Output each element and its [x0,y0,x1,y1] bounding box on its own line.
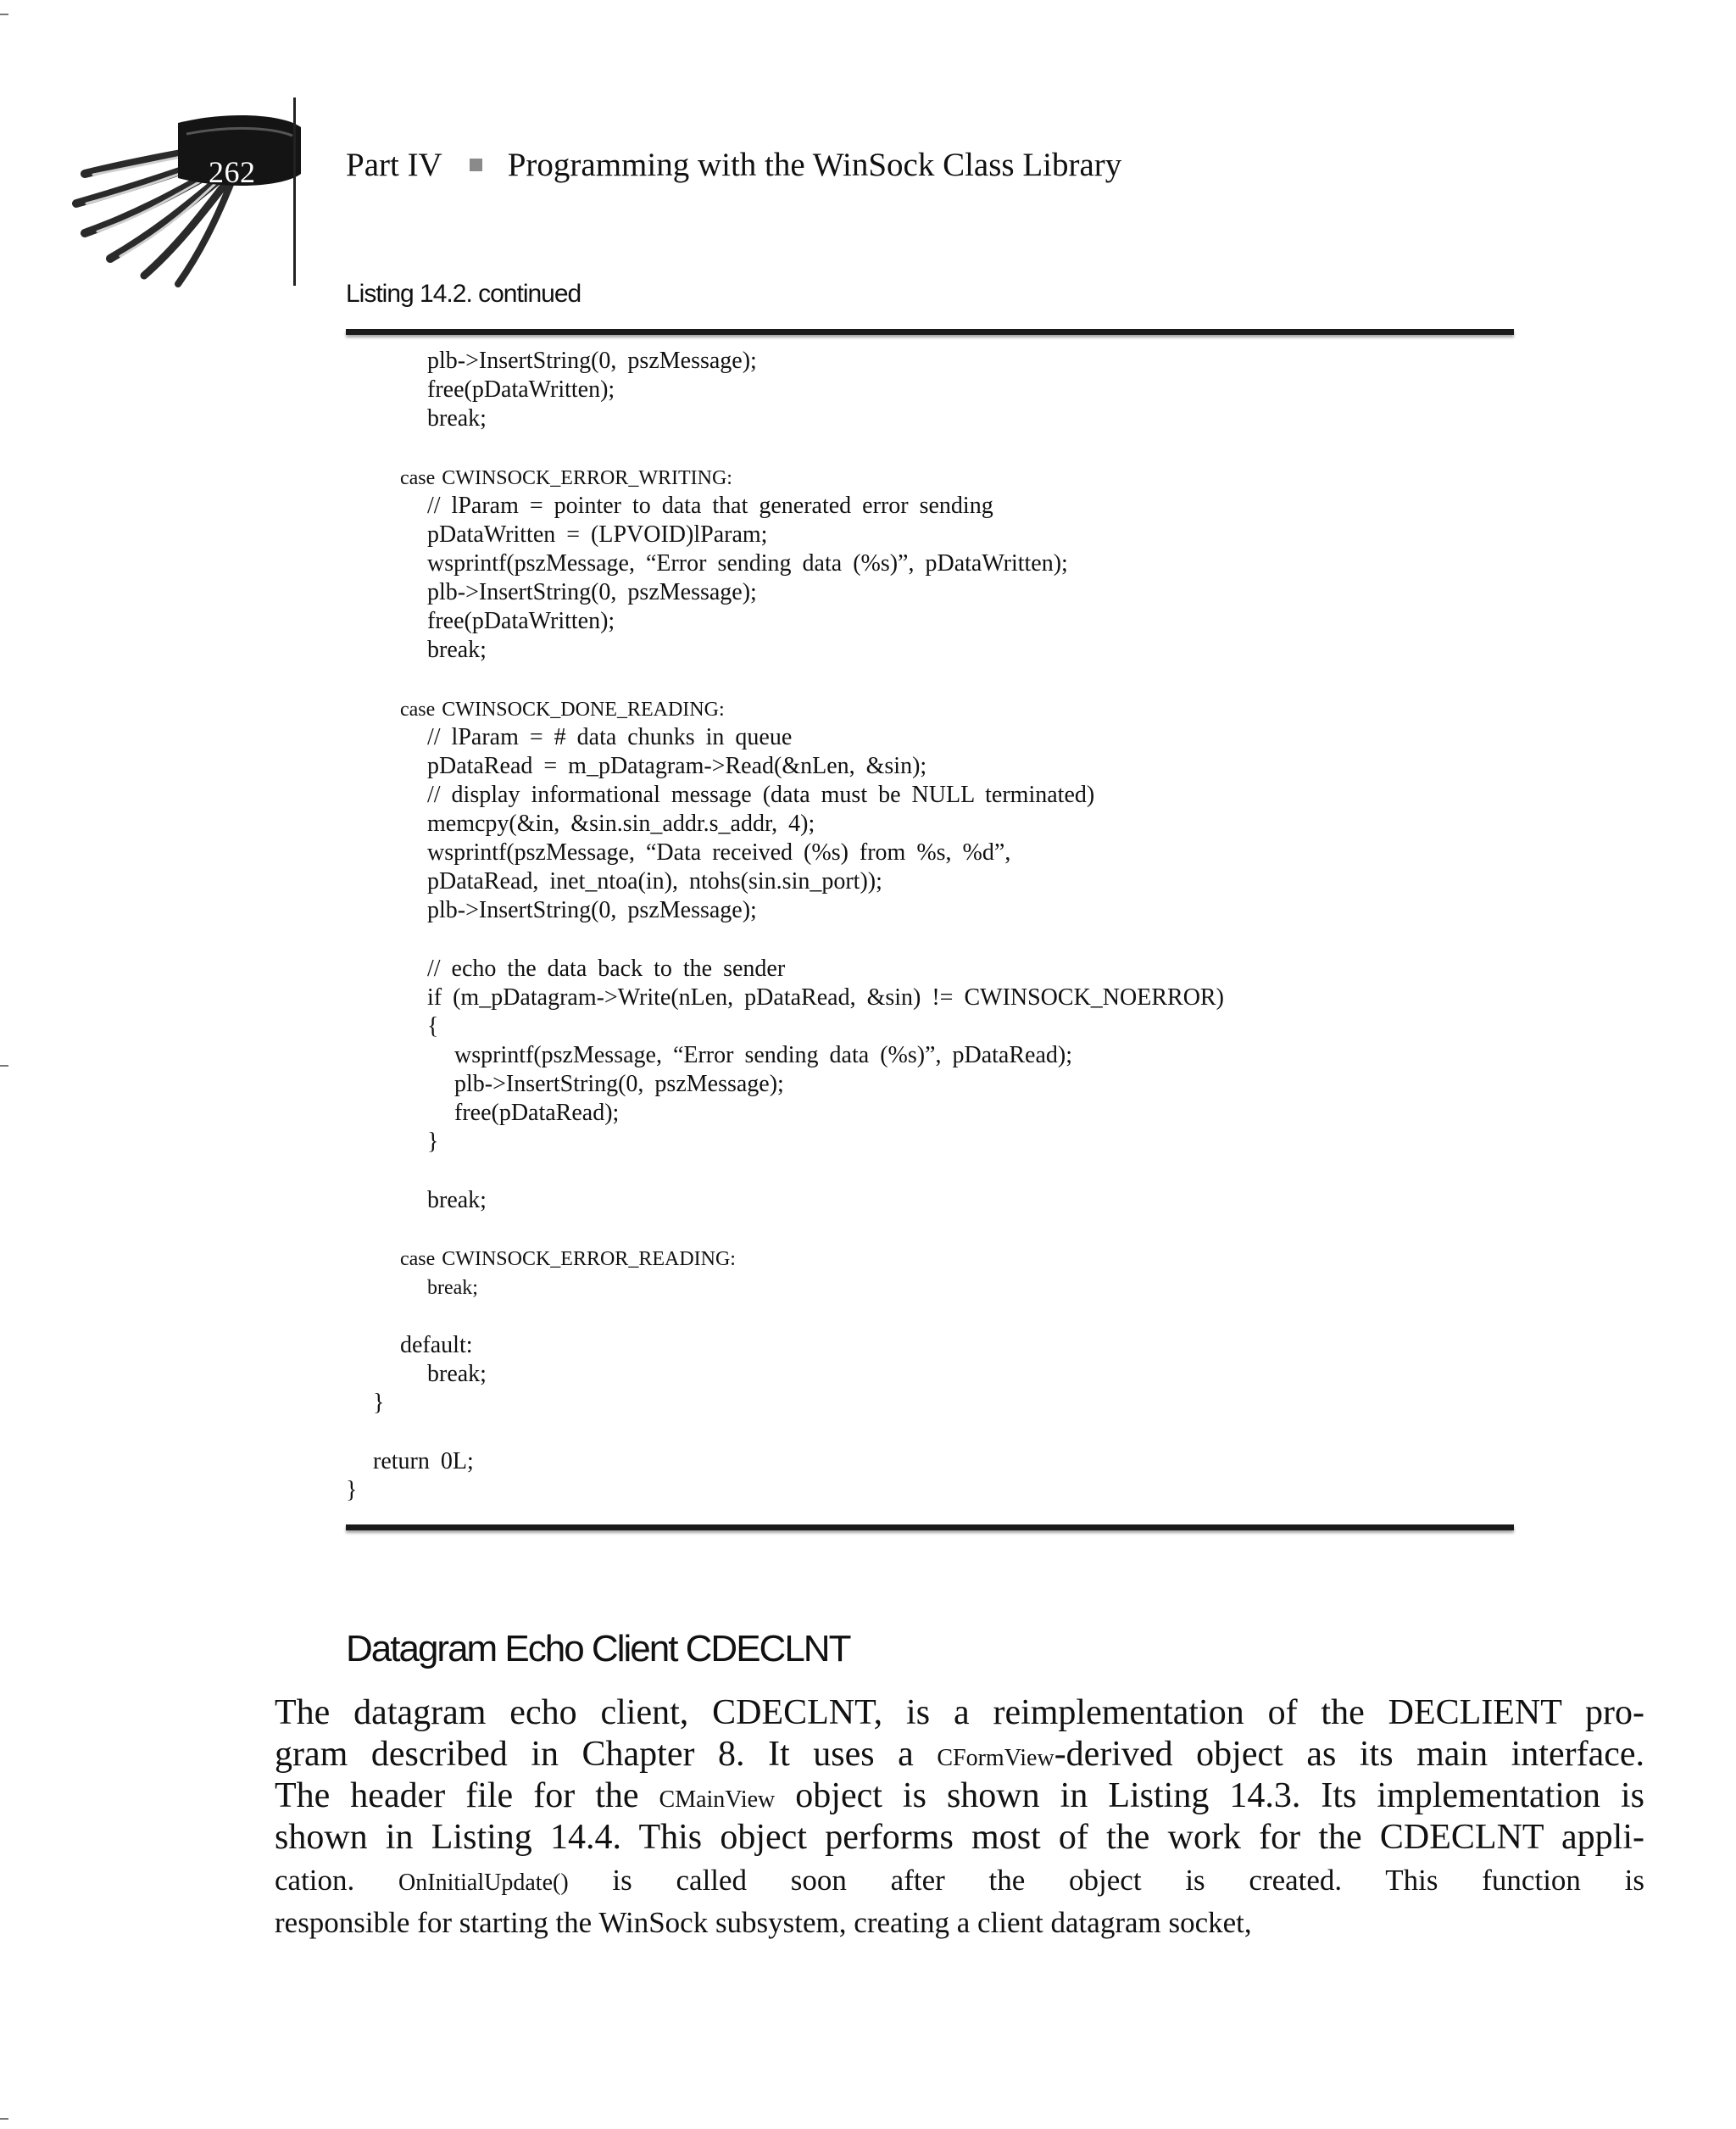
text-run: is called soon after the object is created. This function is [612,1864,1645,1897]
code-line: break; [427,405,487,432]
code-term: OnInitialUpdate() [398,1870,569,1896]
code-line: case CWINSOCK_ERROR_READING: [400,1248,736,1270]
paragraph-line [275,1859,1644,1904]
code-line: free(pDataWritten); [427,608,615,634]
listing-top-rule [346,329,1514,335]
code-term: CMainView [659,1786,776,1813]
paragraph-line [275,1733,1644,1780]
text-run: cation. [275,1864,355,1897]
code-line: plb->InsertString(0, pszMessage); [427,897,757,923]
part-label: Part IV [346,147,442,183]
code-line: // echo the data back to the sender [427,956,786,982]
code-line: // display informational message (data must be NULL terminated) [427,782,1095,808]
paragraph-line: responsible for starting the WinSock subsystem, creating a client datagram socket, [275,1906,1252,1939]
text-run: gram described in Chapter 8. It uses a [275,1735,914,1774]
code-line: wsprintf(pszMessage, “Error sending data (%s)”, pDataRead); [454,1042,1072,1068]
header-divider-line [293,98,296,286]
running-head [346,146,1121,184]
code-line: // lParam = # data chunks in queue [427,724,793,750]
code-line: { [427,1013,439,1039]
code-line: plb->InsertString(0, pszMessage); [427,579,757,605]
code-line: break; [427,637,487,663]
paragraph-line: The datagram echo client, CDECLNT, is a reimplementation of the DECLIENT pro- [275,1693,1644,1732]
code-line: pDataRead, inet_ntoa(in), ntohs(sin.sin_port)); [427,868,882,895]
square-bullet-icon [470,159,482,171]
code-line: memcpy(&in, &sin.sin_addr.s_addr, 4); [427,811,815,837]
code-line: return 0L; [373,1448,474,1474]
section-heading: Datagram Echo Client CDECLNT [346,1628,850,1669]
paragraph-line: shown in Listing 14.4. This object performs most of the work for the CDECLNT appli- [275,1818,1644,1857]
code-line: break; [427,1361,487,1387]
code-line: } [346,1477,358,1503]
code-line: case CWINSOCK_DONE_READING: [400,699,725,721]
code-line: // lParam = pointer to data that generated error sending [427,493,993,519]
page-edge-mark [0,14,8,15]
code-line: case CWINSOCK_ERROR_WRITING: [400,467,732,489]
running-title: Programming with the WinSock Class Library [507,147,1122,183]
code-line: pDataRead = m_pDatagram->Read(&nLen, &sin); [427,753,927,779]
text-run: The header file for the [275,1776,639,1815]
page-edge-mark [0,2118,8,2120]
code-line: pDataWritten = (LPVOID)lParam; [427,521,768,548]
page-edge-mark [0,1065,8,1067]
listing-bottom-rule [346,1524,1514,1530]
paragraph-line [275,1775,1644,1821]
page-number: 262 [209,155,256,189]
code-line: wsprintf(pszMessage, “Error sending data (%s)”, pDataWritten); [427,550,1068,577]
code-line: if (m_pDatagram->Write(nLen, pDataRead, &sin) != CWINSOCK_NOERROR) [427,984,1224,1011]
code-line: free(pDataRead); [454,1100,620,1126]
code-line: plb->InsertString(0, pszMessage); [427,348,757,374]
code-line: free(pDataWritten); [427,376,615,403]
code-line: break; [427,1277,478,1299]
code-line: break; [427,1187,487,1213]
code-line: } [373,1390,385,1416]
code-line: default: [400,1332,473,1358]
text-run: -derived object as its main interface. [1054,1735,1644,1774]
code-line: } [427,1129,439,1155]
code-term: CFormView [937,1745,1054,1771]
page-number-emblem [59,93,314,297]
listing-caption: Listing 14.2. continued [346,280,581,308]
code-line: wsprintf(pszMessage, “Data received (%s) from %s, %d”, [427,839,1011,866]
text-run: object is shown in Listing 14.3. Its implementation is [795,1776,1645,1815]
code-line: plb->InsertString(0, pszMessage); [454,1071,784,1097]
